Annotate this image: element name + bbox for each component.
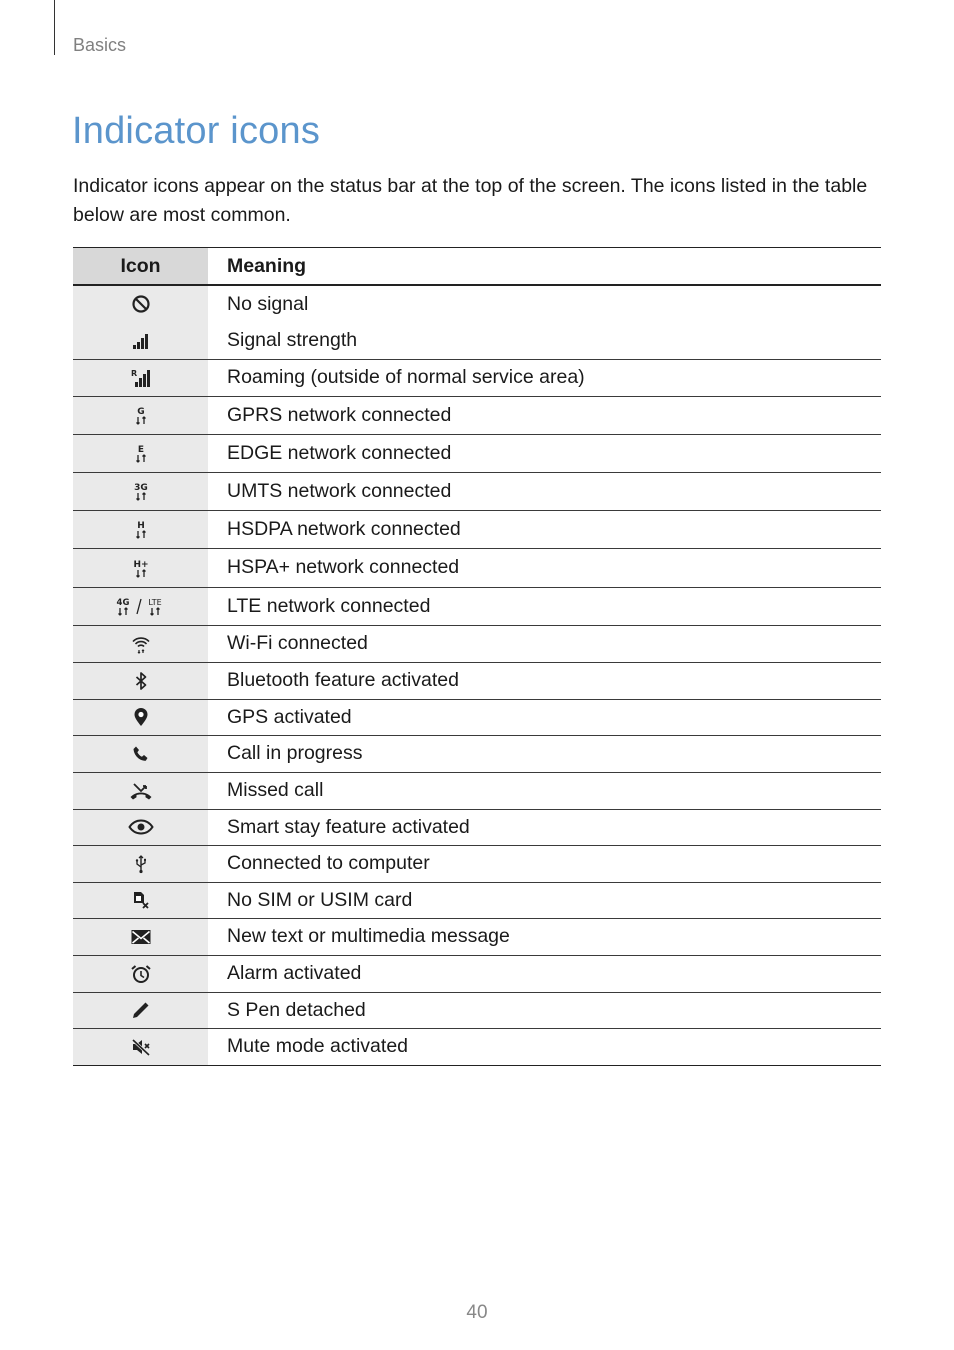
table-row xyxy=(73,396,881,434)
row-meaning: GPS activated xyxy=(208,699,881,735)
row-meaning: Bluetooth feature activated xyxy=(208,662,881,699)
table-row xyxy=(73,510,881,548)
table-row xyxy=(73,955,881,992)
table-row xyxy=(73,918,881,955)
table-row xyxy=(73,772,881,809)
table-row xyxy=(73,1028,881,1065)
row-meaning: LTE network connected xyxy=(208,587,881,625)
lte-icon xyxy=(115,595,167,617)
hsdpa-icon xyxy=(130,518,152,540)
table-row xyxy=(73,735,881,772)
svg-text:H: H xyxy=(136,521,145,532)
edge-icon xyxy=(130,442,152,464)
column-header-meaning: Meaning xyxy=(208,248,881,286)
row-meaning: EDGE network connected xyxy=(208,434,881,472)
svg-text:R: R xyxy=(130,368,137,378)
row-meaning: HSPA+ network connected xyxy=(208,548,881,587)
row-meaning: No signal xyxy=(208,285,881,322)
s-pen-icon xyxy=(131,1000,151,1020)
umts-icon xyxy=(130,480,152,502)
row-meaning: Signal strength xyxy=(227,328,358,351)
table-row xyxy=(73,548,881,587)
svg-text:LTE: LTE xyxy=(147,598,162,608)
gps-icon xyxy=(132,707,150,727)
mute-icon xyxy=(130,1037,152,1057)
table-row xyxy=(73,882,881,918)
column-header-icon: Icon xyxy=(73,248,208,286)
row-meaning: Missed call xyxy=(208,772,881,809)
row-meaning: Mute mode activated xyxy=(208,1028,881,1065)
row-meaning: No SIM or USIM card xyxy=(208,882,881,918)
bluetooth-icon xyxy=(133,671,149,691)
table-row xyxy=(73,699,881,735)
table-row xyxy=(73,587,881,625)
table-row xyxy=(73,285,881,322)
gprs-icon xyxy=(130,404,152,426)
row-meaning: Smart stay feature activated xyxy=(208,809,881,845)
svg-text:G: G xyxy=(136,407,145,418)
row-meaning: Roaming (outside of normal service area) xyxy=(208,359,881,396)
roaming-signal-icon xyxy=(130,368,152,388)
alarm-icon xyxy=(130,964,152,984)
table-header-row xyxy=(73,248,881,286)
intro-paragraph: Indicator icons appear on the status bar at the top of the screen. The icons listed in the table below are most common. xyxy=(73,175,868,226)
indicator-icons-table xyxy=(73,247,881,1066)
table-row xyxy=(73,845,881,882)
row-meaning: Wi-Fi connected xyxy=(208,625,881,662)
margin-rule xyxy=(54,0,55,55)
row-meaning: Call in progress xyxy=(208,735,881,772)
row-meaning: Alarm activated xyxy=(208,955,881,992)
page-title: Indicator icons xyxy=(72,110,321,152)
svg-text:E: E xyxy=(137,445,144,456)
row-meaning: UMTS network connected xyxy=(208,472,881,510)
table-row xyxy=(73,625,881,662)
table-row xyxy=(73,434,881,472)
message-icon xyxy=(130,928,152,946)
row-meaning: New text or multimedia message xyxy=(208,918,881,955)
row-meaning: HSDPA network connected xyxy=(208,510,881,548)
table-row xyxy=(73,359,881,396)
row-meaning: GPRS network connected xyxy=(208,396,881,434)
svg-text:3G: 3G xyxy=(133,483,148,494)
no-sim-icon xyxy=(131,890,151,910)
row-meaning: Connected to computer xyxy=(208,845,881,882)
signal-strength-icon xyxy=(131,332,151,350)
section-label: Basics xyxy=(73,35,127,55)
missed-call-icon xyxy=(129,781,153,801)
row-meaning: S Pen detached xyxy=(208,992,881,1028)
table-row xyxy=(73,662,881,699)
wifi-icon xyxy=(131,634,151,654)
table-row xyxy=(73,322,881,359)
call-icon xyxy=(132,745,150,763)
table-row xyxy=(73,992,881,1028)
table-row xyxy=(73,809,881,845)
page-number: 40 xyxy=(466,1302,488,1323)
usb-icon xyxy=(133,854,149,874)
hspa-plus-icon xyxy=(130,557,152,579)
svg-text:4G: 4G xyxy=(116,598,129,609)
smart-stay-icon xyxy=(128,819,154,835)
table-row xyxy=(73,472,881,510)
svg-text:H+: H+ xyxy=(132,559,149,570)
no-signal-icon xyxy=(131,294,151,314)
